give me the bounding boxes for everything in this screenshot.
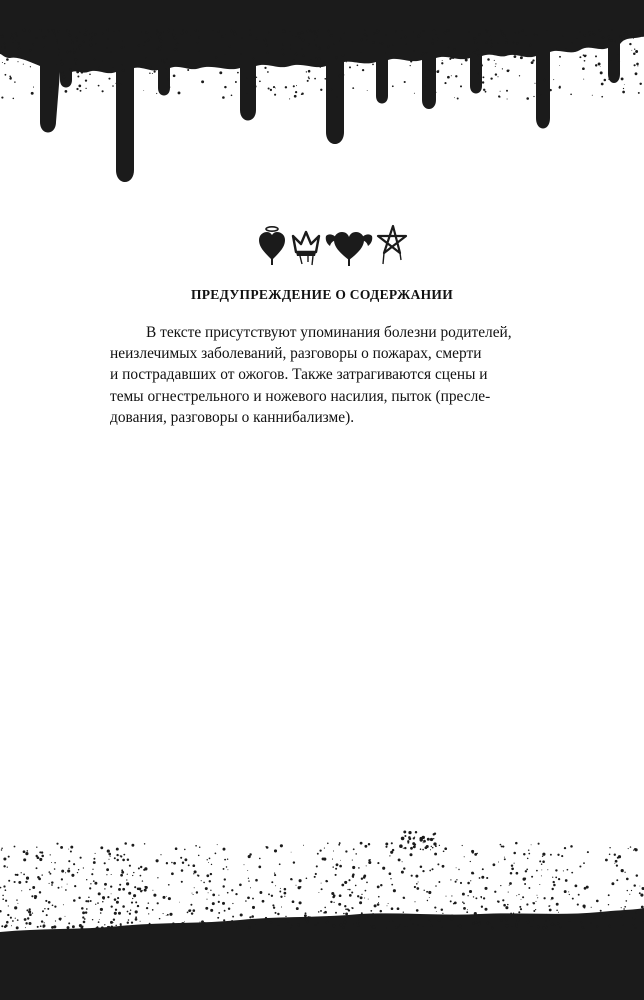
text-line: и пострадавших от ожогов. Также затрагиваются сцены и — [110, 366, 488, 384]
heart-with-halo-icon — [259, 227, 285, 265]
crown-icon — [293, 232, 319, 265]
text-line: В тексте присутствуют упоминания болезни родителей, — [146, 324, 512, 341]
text-line: дования, разговоры о каннибализме). — [110, 408, 355, 426]
content-warning-title: ПРЕДУПРЕЖДЕНИЕ О СОДЕРЖАНИИ — [190, 287, 454, 302]
pentagram-icon — [378, 226, 406, 264]
spray-ground-decoration — [0, 820, 644, 1000]
content-warning-text — [110, 322, 540, 428]
winged-heart-icon — [326, 232, 373, 266]
text-line: темы огнестрельного и ножевого насилия, пыток (пресле- — [110, 387, 491, 405]
paint-drips-decoration — [0, 0, 644, 200]
text-line: неизлечимых заболеваний, разговоры о пожарах, смерти — [110, 345, 482, 363]
emblem-row — [258, 222, 408, 268]
